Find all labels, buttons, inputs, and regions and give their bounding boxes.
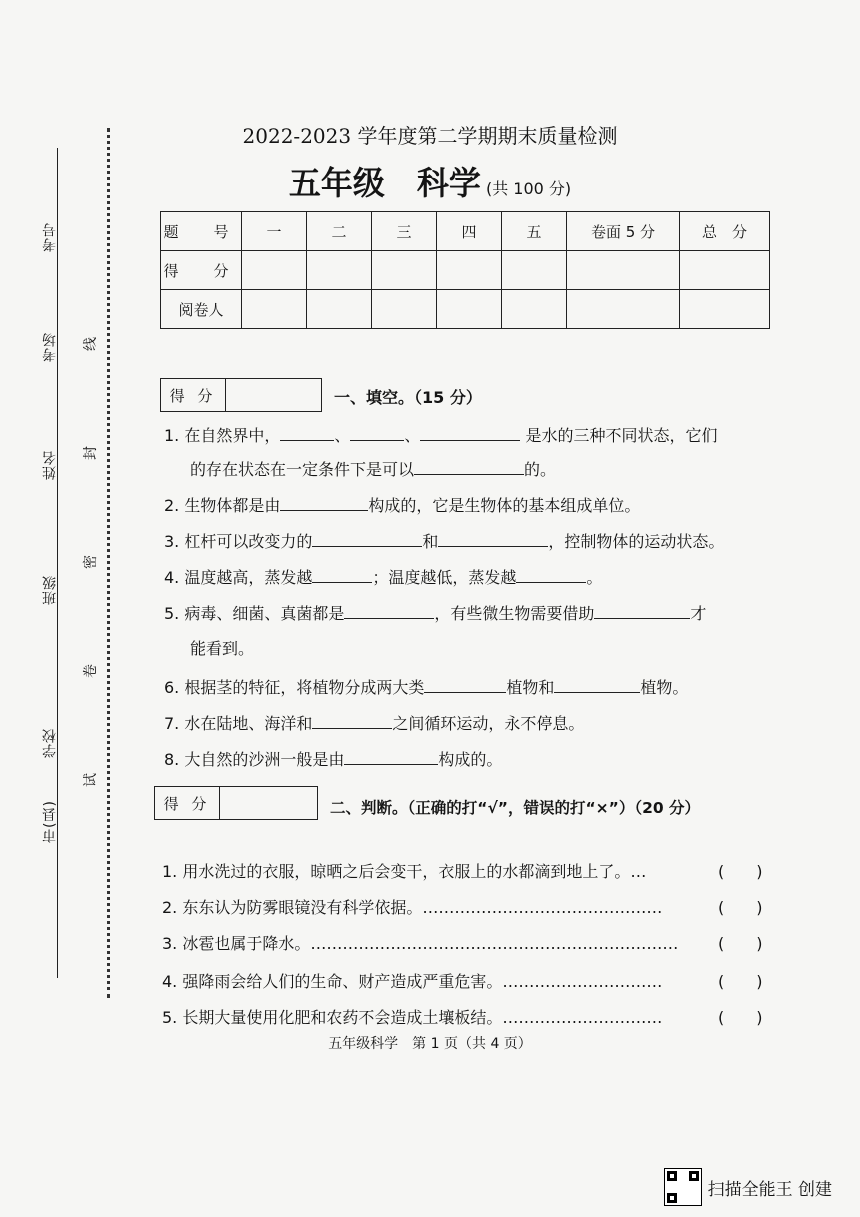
grader-cell[interactable] xyxy=(307,290,372,329)
q2-text-a: 2. 生物体都是由 xyxy=(164,496,281,515)
q3-text-b: 和 xyxy=(422,532,439,551)
answer-blank[interactable] xyxy=(594,602,690,619)
judge-answer-2[interactable]: ( ) xyxy=(718,898,763,917)
header-q3: 三 xyxy=(372,212,437,251)
score-cell[interactable] xyxy=(567,251,680,290)
judge-item-5: 5. 长期大量使用化肥和农药不会造成土壤板结。………………………… xyxy=(162,1008,663,1027)
q1-text-a: 1. 在自然界中， xyxy=(164,426,281,445)
answer-blank[interactable] xyxy=(312,712,392,729)
q3-text-c: ，控制物体的运动状态。 xyxy=(548,532,725,551)
grader-cell[interactable] xyxy=(567,290,680,329)
judge-answer-1[interactable]: ( ) xyxy=(718,862,763,881)
score-box-label: 得 分 xyxy=(155,787,220,819)
grader-cell[interactable] xyxy=(437,290,502,329)
q6-text-b: 植物和 xyxy=(506,678,555,697)
header-q4: 四 xyxy=(437,212,502,251)
score-cell[interactable] xyxy=(680,251,770,290)
question-1-line1: 1. 在自然界中， 、 、 是水的三种不同状态，它们 xyxy=(164,426,718,445)
exam-title: 2022-2023 学年度第二学期期末质量检测 xyxy=(242,124,618,148)
score-cell[interactable] xyxy=(307,251,372,290)
question-3 xyxy=(164,530,724,553)
section2-score-box xyxy=(154,786,318,820)
question-4 xyxy=(164,566,602,589)
row-grader-label: 阅卷人 xyxy=(161,290,242,329)
answer-blank[interactable] xyxy=(414,458,524,475)
score-box-blank[interactable] xyxy=(226,379,321,411)
q4-text-b: ；温度越低，蒸发越 xyxy=(372,568,517,587)
header-neatness: 卷面 5 分 xyxy=(567,212,680,251)
grader-cell[interactable] xyxy=(372,290,437,329)
q5-text-a: 5. 病毒、细菌、真菌都是 xyxy=(164,604,345,623)
name-label: 姓名 xyxy=(42,450,58,480)
judge-item-1: 1. 用水洗过的衣服，晾晒之后会变干，衣服上的水都滴到地上了。… xyxy=(162,862,647,881)
total-score-note: (共 100 分) xyxy=(485,179,572,198)
header-question-no: 题 号 xyxy=(161,212,242,251)
score-box-label: 得 分 xyxy=(161,379,226,411)
answer-blank[interactable] xyxy=(438,530,548,547)
judge-item-4: 4. 强降雨会给人们的生命、财产造成严重危害。………………………… xyxy=(162,972,663,991)
q1-text-d: 的。 xyxy=(524,460,557,479)
answer-blank[interactable] xyxy=(312,530,422,547)
q5-text-b: ，有些微生物需要借助 xyxy=(434,604,595,623)
seal-char-secret: 密 xyxy=(83,555,99,569)
watermark-text: 扫描全能王 创建 xyxy=(707,1179,832,1200)
judge-item-2: 2. 东东认为防雾眼镜没有科学依据。……………………………………… xyxy=(162,898,663,917)
q3-text-a: 3. 杠杆可以改变力的 xyxy=(164,532,313,551)
answer-blank[interactable] xyxy=(350,424,404,441)
header-q5: 五 xyxy=(502,212,567,251)
seal-char-seal: 封 xyxy=(83,446,99,460)
answer-blank[interactable] xyxy=(424,676,506,693)
answer-blank[interactable] xyxy=(344,602,434,619)
q8-text-b: 构成的。 xyxy=(438,750,503,769)
judge-answer-5[interactable]: ( ) xyxy=(718,1008,763,1027)
qr-code-icon xyxy=(664,1168,702,1206)
city-label: 市(县) xyxy=(42,800,58,843)
seal-char-line: 线 xyxy=(83,337,99,351)
row-score-label: 得 分 xyxy=(161,251,242,290)
seal-char-test: 试 xyxy=(83,773,99,787)
score-box-blank[interactable] xyxy=(220,787,317,819)
school-label: 学校 xyxy=(42,728,58,758)
answer-blank[interactable] xyxy=(516,566,586,583)
score-cell[interactable] xyxy=(437,251,502,290)
q2-text-b: 构成的，它是生物体的基本组成单位。 xyxy=(368,496,641,515)
header-q2: 二 xyxy=(307,212,372,251)
question-5-line2: 能看到。 xyxy=(190,639,255,658)
q6-text-c: 植物。 xyxy=(640,678,689,697)
answer-blank[interactable] xyxy=(420,424,520,441)
judge-item-3: 3. 冰雹也属于降水。…………………………………………………………… xyxy=(162,934,679,953)
seal-dotted-line xyxy=(107,128,110,998)
section1-score-box xyxy=(160,378,322,412)
question-5-line1 xyxy=(164,602,706,625)
header-q1: 一 xyxy=(242,212,307,251)
grader-cell[interactable] xyxy=(242,290,307,329)
q6-text-a: 6. 根据茎的特征，将植物分成两大类 xyxy=(164,678,425,697)
judge-answer-4[interactable]: ( ) xyxy=(718,972,763,991)
question-6 xyxy=(164,676,688,699)
question-1-line2 xyxy=(190,458,556,481)
exam-room-label: 考场 xyxy=(42,332,58,362)
score-table xyxy=(160,211,770,329)
q5-text-c: 才 xyxy=(690,604,707,623)
q1-text-c: 的存在状态在一定条件下是可以 xyxy=(190,460,415,479)
question-7 xyxy=(164,712,584,735)
q8-text-a: 8. 大自然的沙洲一般是由 xyxy=(164,750,345,769)
score-cell[interactable] xyxy=(502,251,567,290)
subject-heading xyxy=(0,158,860,204)
answer-blank[interactable] xyxy=(280,494,368,511)
class-label: 班级 xyxy=(42,575,58,605)
page-footer: 五年级科学 第 1 页（共 4 页） xyxy=(328,1036,532,1052)
answer-blank[interactable] xyxy=(554,676,640,693)
q4-text-a: 4. 温度越高，蒸发越 xyxy=(164,568,313,587)
answer-blank[interactable] xyxy=(312,566,372,583)
grader-cell[interactable] xyxy=(680,290,770,329)
score-cell[interactable] xyxy=(242,251,307,290)
subject-name: 五年级 科学 xyxy=(288,164,481,202)
answer-blank[interactable] xyxy=(344,748,438,765)
seal-char-paper: 卷 xyxy=(83,664,99,678)
exam-number-label: 考号 xyxy=(42,222,58,252)
binding-line xyxy=(57,148,58,978)
q7-text-a: 7. 水在陆地、海洋和 xyxy=(164,714,313,733)
q1-text-b: 是水的三种不同状态，它们 xyxy=(525,426,718,445)
section1-title: 一、填空。（15 分） xyxy=(334,388,482,407)
scanner-watermark xyxy=(664,1168,832,1206)
grader-cell[interactable] xyxy=(502,290,567,329)
question-2 xyxy=(164,494,640,517)
header-total: 总 分 xyxy=(680,212,770,251)
question-8 xyxy=(164,748,502,771)
judge-answer-3[interactable]: ( ) xyxy=(718,934,763,953)
q7-text-b: 之间循环运动，永不停息。 xyxy=(392,714,585,733)
score-cell[interactable] xyxy=(372,251,437,290)
section2-title: 二、判断。（正确的打“√”，错误的打“×”）（20 分） xyxy=(330,799,701,817)
answer-blank[interactable] xyxy=(280,424,334,441)
q4-text-c: 。 xyxy=(586,568,603,587)
